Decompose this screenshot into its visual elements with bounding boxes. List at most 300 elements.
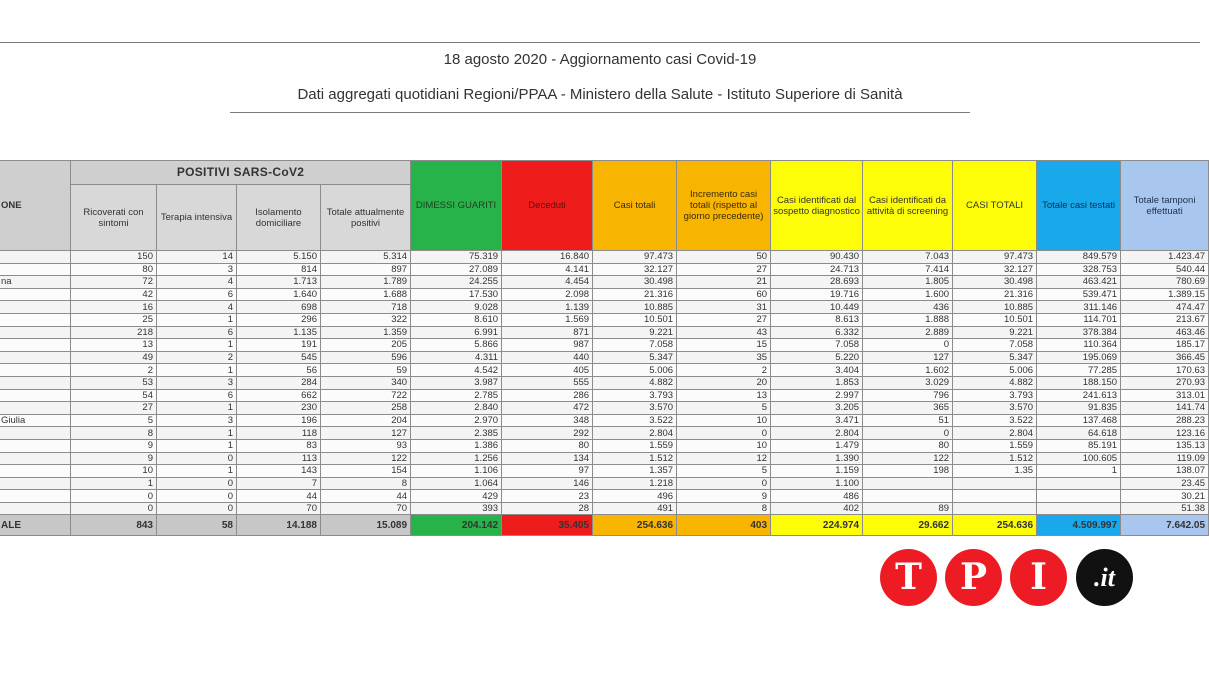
table-cell: 49 bbox=[71, 351, 157, 364]
table-cell: 1.853 bbox=[771, 376, 863, 389]
table-cell: 127 bbox=[863, 351, 953, 364]
table-cell: 296 bbox=[237, 313, 321, 326]
table-cell: 9.028 bbox=[411, 301, 502, 314]
table-cell: 1.423.47 bbox=[1121, 251, 1209, 264]
table-cell: 27.089 bbox=[411, 263, 502, 276]
table-cell: 141.74 bbox=[1121, 402, 1209, 415]
table-cell: 5.220 bbox=[771, 351, 863, 364]
table-cell: 1.357 bbox=[593, 465, 677, 478]
table-cell: 1.805 bbox=[863, 276, 953, 289]
table-cell: 119.09 bbox=[1121, 452, 1209, 465]
table-cell: 5.150 bbox=[237, 251, 321, 264]
total-cell: 204.142 bbox=[411, 515, 502, 536]
table-cell: 10 bbox=[71, 465, 157, 478]
region-cell bbox=[0, 251, 71, 264]
table-cell: 0 bbox=[677, 427, 771, 440]
table-cell: 83 bbox=[237, 439, 321, 452]
table-cell: 42 bbox=[71, 288, 157, 301]
table-cell: 3.205 bbox=[771, 402, 863, 415]
table-cell: 2.098 bbox=[502, 288, 593, 301]
table-cell: 0 bbox=[157, 477, 237, 490]
table-cell: 5 bbox=[71, 414, 157, 427]
table-cell: 4 bbox=[157, 276, 237, 289]
table-cell: 6 bbox=[157, 326, 237, 339]
table-cell: 596 bbox=[321, 351, 411, 364]
table-cell: 9 bbox=[71, 452, 157, 465]
table-cell: 2.840 bbox=[411, 402, 502, 415]
region-cell: na bbox=[0, 276, 71, 289]
table-cell: 2.997 bbox=[771, 389, 863, 402]
table-cell: 4 bbox=[157, 301, 237, 314]
terapia-intensiva-header: Terapia intensiva bbox=[157, 185, 237, 251]
table-cell: 122 bbox=[321, 452, 411, 465]
table-row bbox=[0, 301, 1209, 314]
table-cell: 14 bbox=[157, 251, 237, 264]
table-cell: 97.473 bbox=[953, 251, 1037, 264]
casi-testati-header: Totale casi testati bbox=[1037, 161, 1121, 251]
table-row bbox=[0, 376, 1209, 389]
table-cell: 6 bbox=[157, 389, 237, 402]
total-cell: 29.662 bbox=[863, 515, 953, 536]
table-cell: 393 bbox=[411, 502, 502, 515]
logo-letter-i: I bbox=[1010, 549, 1067, 606]
table-cell: 17.530 bbox=[411, 288, 502, 301]
table-cell: 7 bbox=[237, 477, 321, 490]
logo-letter-t: T bbox=[880, 549, 937, 606]
table-cell: 1.602 bbox=[863, 364, 953, 377]
table-cell: 1 bbox=[1037, 465, 1121, 478]
table-cell: 188.150 bbox=[1037, 376, 1121, 389]
table-cell: 9 bbox=[71, 439, 157, 452]
table-cell: 1.064 bbox=[411, 477, 502, 490]
table-cell: 5.314 bbox=[321, 251, 411, 264]
casi-totali-header: Casi totali bbox=[593, 161, 677, 251]
table-cell: 16.840 bbox=[502, 251, 593, 264]
table-cell: 0 bbox=[157, 452, 237, 465]
table-cell: 70 bbox=[321, 502, 411, 515]
table-row bbox=[0, 452, 1209, 465]
table-cell: 135.13 bbox=[1121, 439, 1209, 452]
table-cell: 113 bbox=[237, 452, 321, 465]
table-cell: 1.386 bbox=[411, 439, 502, 452]
table-row bbox=[0, 477, 1209, 490]
table-cell: 4.141 bbox=[502, 263, 593, 276]
tamponi-header: Totale tamponi effettuati bbox=[1121, 161, 1209, 251]
table-cell: 5.347 bbox=[953, 351, 1037, 364]
table-cell: 2.970 bbox=[411, 414, 502, 427]
table-cell: 23.45 bbox=[1121, 477, 1209, 490]
total-cell: 843 bbox=[71, 515, 157, 536]
table-cell: 27 bbox=[71, 402, 157, 415]
table-cell: 2.804 bbox=[593, 427, 677, 440]
table-cell: 328.753 bbox=[1037, 263, 1121, 276]
table-cell: 64.618 bbox=[1037, 427, 1121, 440]
title-underline bbox=[230, 112, 970, 113]
table-row bbox=[0, 502, 1209, 515]
table-cell: 1.512 bbox=[593, 452, 677, 465]
table-row bbox=[0, 439, 1209, 452]
table-cell: 43 bbox=[677, 326, 771, 339]
table-cell bbox=[863, 477, 953, 490]
region-cell bbox=[0, 288, 71, 301]
table-cell: 170.63 bbox=[1121, 364, 1209, 377]
table-cell: 51 bbox=[863, 414, 953, 427]
table-row bbox=[0, 414, 1209, 427]
table-cell: 241.613 bbox=[1037, 389, 1121, 402]
table-cell: 185.17 bbox=[1121, 339, 1209, 352]
region-cell bbox=[0, 452, 71, 465]
table-cell: 2 bbox=[157, 351, 237, 364]
table-cell: 7.058 bbox=[593, 339, 677, 352]
table-cell: 12 bbox=[677, 452, 771, 465]
table-cell: 77.285 bbox=[1037, 364, 1121, 377]
table-cell: 3 bbox=[157, 263, 237, 276]
total-cell: 35.405 bbox=[502, 515, 593, 536]
table-cell bbox=[1037, 490, 1121, 503]
table-row bbox=[0, 276, 1209, 289]
table-cell: 1.640 bbox=[237, 288, 321, 301]
page-title: 18 agosto 2020 - Aggiornamento casi Covid-19 bbox=[443, 51, 757, 68]
table-cell: 5 bbox=[677, 402, 771, 415]
table-cell: 90.430 bbox=[771, 251, 863, 264]
total-cell: 403 bbox=[677, 515, 771, 536]
table-cell: 463.421 bbox=[1037, 276, 1121, 289]
table-cell: 3.029 bbox=[863, 376, 953, 389]
table-cell: 2.785 bbox=[411, 389, 502, 402]
region-cell bbox=[0, 364, 71, 377]
totale-positivi-header: Totale attualmente positivi bbox=[321, 185, 411, 251]
region-cell bbox=[0, 313, 71, 326]
table-cell: 1.713 bbox=[237, 276, 321, 289]
table-cell: 56 bbox=[237, 364, 321, 377]
table-cell: 0 bbox=[71, 502, 157, 515]
table-cell: 540.44 bbox=[1121, 263, 1209, 276]
region-cell bbox=[0, 465, 71, 478]
region-header: ONE bbox=[0, 161, 71, 251]
table-cell: 4.454 bbox=[502, 276, 593, 289]
table-row bbox=[0, 389, 1209, 402]
table-cell: 54 bbox=[71, 389, 157, 402]
table-cell: 1.688 bbox=[321, 288, 411, 301]
table-cell: 10.501 bbox=[953, 313, 1037, 326]
table-cell: 1.888 bbox=[863, 313, 953, 326]
table-cell: 114.701 bbox=[1037, 313, 1121, 326]
table-cell: 9.221 bbox=[953, 326, 1037, 339]
table-cell: 1.389.15 bbox=[1121, 288, 1209, 301]
table-cell: 5.866 bbox=[411, 339, 502, 352]
table-cell: 1 bbox=[157, 313, 237, 326]
table-cell: 4.311 bbox=[411, 351, 502, 364]
table-cell: 8.613 bbox=[771, 313, 863, 326]
table-cell: 270.93 bbox=[1121, 376, 1209, 389]
table-cell: 3.793 bbox=[593, 389, 677, 402]
table-cell: 213.67 bbox=[1121, 313, 1209, 326]
table-cell: 24.713 bbox=[771, 263, 863, 276]
table-cell: 1.139 bbox=[502, 301, 593, 314]
table-cell: 348 bbox=[502, 414, 593, 427]
table-cell: 123.16 bbox=[1121, 427, 1209, 440]
table-cell: 3 bbox=[157, 376, 237, 389]
table-cell: 20 bbox=[677, 376, 771, 389]
table-cell: 97 bbox=[502, 465, 593, 478]
table-cell: 3.522 bbox=[593, 414, 677, 427]
table-row bbox=[0, 313, 1209, 326]
table-cell: 4.882 bbox=[593, 376, 677, 389]
table-cell: 6.332 bbox=[771, 326, 863, 339]
table-cell: 3.570 bbox=[593, 402, 677, 415]
table-cell: 1.390 bbox=[771, 452, 863, 465]
table-cell: 718 bbox=[321, 301, 411, 314]
table-cell: 3.522 bbox=[953, 414, 1037, 427]
table-cell: 1.159 bbox=[771, 465, 863, 478]
table-cell: 32.127 bbox=[953, 263, 1037, 276]
table-cell: 10.501 bbox=[593, 313, 677, 326]
table-cell: 118 bbox=[237, 427, 321, 440]
table-row bbox=[0, 288, 1209, 301]
table-cell: 19.716 bbox=[771, 288, 863, 301]
table-cell: 322 bbox=[321, 313, 411, 326]
table-cell: 28 bbox=[502, 502, 593, 515]
region-cell bbox=[0, 502, 71, 515]
table-cell: 662 bbox=[237, 389, 321, 402]
table-cell: 7.058 bbox=[771, 339, 863, 352]
table-cell: 849.579 bbox=[1037, 251, 1121, 264]
page-subtitle: Dati aggregati quotidiani Regioni/PPAA - Ministero della Salute - Istituto Superiore di Sanità bbox=[297, 86, 903, 103]
table-cell: 340 bbox=[321, 376, 411, 389]
table-cell: 284 bbox=[237, 376, 321, 389]
table-cell: 191 bbox=[237, 339, 321, 352]
table-row bbox=[0, 263, 1209, 276]
incremento-header: Incremento casi totali (rispetto al giorno precedente) bbox=[677, 161, 771, 251]
table-cell: 1.569 bbox=[502, 313, 593, 326]
table-cell: 2 bbox=[677, 364, 771, 377]
table-row bbox=[0, 402, 1209, 415]
table-cell: 871 bbox=[502, 326, 593, 339]
total-cell: 14.188 bbox=[237, 515, 321, 536]
tpi-logo bbox=[880, 549, 1140, 609]
table-cell: 1.256 bbox=[411, 452, 502, 465]
table-cell: 80 bbox=[71, 263, 157, 276]
table-cell: 198 bbox=[863, 465, 953, 478]
table-cell: 4.882 bbox=[953, 376, 1037, 389]
region-cell bbox=[0, 351, 71, 364]
table-cell: 5.006 bbox=[593, 364, 677, 377]
table-cell: 196 bbox=[237, 414, 321, 427]
table-row bbox=[0, 326, 1209, 339]
table-cell: 21 bbox=[677, 276, 771, 289]
table-cell: 987 bbox=[502, 339, 593, 352]
sospetto-diagnostico-header: Casi identificati dal sospetto diagnostico bbox=[771, 161, 863, 251]
table-cell: 496 bbox=[593, 490, 677, 503]
table-cell: 10 bbox=[677, 414, 771, 427]
total-row bbox=[0, 515, 1209, 536]
table-cell: 288.23 bbox=[1121, 414, 1209, 427]
table-cell: 258 bbox=[321, 402, 411, 415]
total-label: ALE bbox=[0, 515, 71, 536]
table-cell: 814 bbox=[237, 263, 321, 276]
table-cell: 0 bbox=[863, 427, 953, 440]
table-cell: 545 bbox=[237, 351, 321, 364]
table-cell: 472 bbox=[502, 402, 593, 415]
table-cell: 70 bbox=[237, 502, 321, 515]
table-cell: 311.146 bbox=[1037, 301, 1121, 314]
positivi-group-header: POSITIVI SARS-CoV2 bbox=[71, 161, 411, 185]
table-cell: 9 bbox=[677, 490, 771, 503]
table-cell: 154 bbox=[321, 465, 411, 478]
table-cell: 23 bbox=[502, 490, 593, 503]
isolamento-header: Isolamento domiciliare bbox=[237, 185, 321, 251]
table-cell: 122 bbox=[863, 452, 953, 465]
table-cell: 1.559 bbox=[593, 439, 677, 452]
table-cell: 1 bbox=[157, 465, 237, 478]
table-cell: 205 bbox=[321, 339, 411, 352]
table-cell: 3.987 bbox=[411, 376, 502, 389]
table-cell: 1.218 bbox=[593, 477, 677, 490]
table-cell: 91.835 bbox=[1037, 402, 1121, 415]
table-cell: 1.100 bbox=[771, 477, 863, 490]
total-cell: 224.974 bbox=[771, 515, 863, 536]
table-row bbox=[0, 364, 1209, 377]
table-cell: 59 bbox=[321, 364, 411, 377]
casi-totali-2-header: CASI TOTALI bbox=[953, 161, 1037, 251]
table-cell: 10.885 bbox=[953, 301, 1037, 314]
table-cell: 4.542 bbox=[411, 364, 502, 377]
table-row bbox=[0, 465, 1209, 478]
table-cell: 1 bbox=[157, 427, 237, 440]
table-cell: 292 bbox=[502, 427, 593, 440]
table-row bbox=[0, 339, 1209, 352]
table-cell: 75.319 bbox=[411, 251, 502, 264]
table-row bbox=[0, 351, 1209, 364]
table-cell: 100.605 bbox=[1037, 452, 1121, 465]
table-cell: 30.21 bbox=[1121, 490, 1209, 503]
table-cell: 3.404 bbox=[771, 364, 863, 377]
table-cell: 97.473 bbox=[593, 251, 677, 264]
table-cell: 7.414 bbox=[863, 263, 953, 276]
table-cell: 2.889 bbox=[863, 326, 953, 339]
table-cell bbox=[953, 477, 1037, 490]
region-cell bbox=[0, 439, 71, 452]
table-cell: 60 bbox=[677, 288, 771, 301]
table-cell: 21.316 bbox=[593, 288, 677, 301]
table-cell: 0 bbox=[71, 490, 157, 503]
table-cell: 31 bbox=[677, 301, 771, 314]
table-cell: 6.991 bbox=[411, 326, 502, 339]
table-cell: 722 bbox=[321, 389, 411, 402]
table-cell: 25 bbox=[71, 313, 157, 326]
table-cell: 80 bbox=[502, 439, 593, 452]
total-cell: 254.636 bbox=[953, 515, 1037, 536]
table-cell: 134 bbox=[502, 452, 593, 465]
table-cell: 15 bbox=[677, 339, 771, 352]
table-cell: 0 bbox=[863, 339, 953, 352]
table-cell: 89 bbox=[863, 502, 953, 515]
table-cell: 1.359 bbox=[321, 326, 411, 339]
table-cell bbox=[1037, 477, 1121, 490]
table-cell: 429 bbox=[411, 490, 502, 503]
table-cell: 150 bbox=[71, 251, 157, 264]
table-cell: 1.479 bbox=[771, 439, 863, 452]
logo-letter-p: P bbox=[945, 549, 1002, 606]
table-cell: 463.46 bbox=[1121, 326, 1209, 339]
total-cell: 7.642.05 bbox=[1121, 515, 1209, 536]
table-cell: 8 bbox=[677, 502, 771, 515]
table-cell: 218 bbox=[71, 326, 157, 339]
region-cell: Giulia bbox=[0, 414, 71, 427]
region-cell bbox=[0, 339, 71, 352]
region-cell bbox=[0, 402, 71, 415]
table-cell: 143 bbox=[237, 465, 321, 478]
table-cell: 1.35 bbox=[953, 465, 1037, 478]
table-cell: 1.789 bbox=[321, 276, 411, 289]
region-cell bbox=[0, 376, 71, 389]
dimessi-header: DIMESSI GUARITI bbox=[411, 161, 502, 251]
table-cell: 2.385 bbox=[411, 427, 502, 440]
table-cell: 51.38 bbox=[1121, 502, 1209, 515]
table-cell: 50 bbox=[677, 251, 771, 264]
table-cell: 0 bbox=[157, 502, 237, 515]
table-cell: 93 bbox=[321, 439, 411, 452]
table-cell: 8 bbox=[71, 427, 157, 440]
region-cell bbox=[0, 263, 71, 276]
table-cell: 0 bbox=[677, 477, 771, 490]
table-cell: 16 bbox=[71, 301, 157, 314]
table-row bbox=[0, 490, 1209, 503]
total-cell: 4.509.997 bbox=[1037, 515, 1121, 536]
table-cell bbox=[1037, 502, 1121, 515]
table-cell: 3.471 bbox=[771, 414, 863, 427]
table-cell: 5 bbox=[677, 465, 771, 478]
table-cell: 1.600 bbox=[863, 288, 953, 301]
table-cell: 8.610 bbox=[411, 313, 502, 326]
table-cell: 405 bbox=[502, 364, 593, 377]
table-cell: 436 bbox=[863, 301, 953, 314]
table-cell: 698 bbox=[237, 301, 321, 314]
table-cell: 2.804 bbox=[771, 427, 863, 440]
table-cell: 1.559 bbox=[953, 439, 1037, 452]
table-cell: 2 bbox=[71, 364, 157, 377]
table-cell: 137.468 bbox=[1037, 414, 1121, 427]
table-cell: 146 bbox=[502, 477, 593, 490]
table-cell: 2.804 bbox=[953, 427, 1037, 440]
table-cell: 897 bbox=[321, 263, 411, 276]
table-cell: 32.127 bbox=[593, 263, 677, 276]
top-rule bbox=[0, 42, 1200, 43]
table-cell: 138.07 bbox=[1121, 465, 1209, 478]
screening-header: Casi identificati da attività di screening bbox=[863, 161, 953, 251]
table-cell: 127 bbox=[321, 427, 411, 440]
table-cell: 10.449 bbox=[771, 301, 863, 314]
table-cell: 286 bbox=[502, 389, 593, 402]
table-cell: 30.498 bbox=[593, 276, 677, 289]
covid-data-table-wrapper bbox=[0, 160, 1208, 536]
table-cell: 491 bbox=[593, 502, 677, 515]
table-cell: 796 bbox=[863, 389, 953, 402]
table-cell: 3 bbox=[157, 414, 237, 427]
region-cell bbox=[0, 490, 71, 503]
table-cell: 313.01 bbox=[1121, 389, 1209, 402]
table-cell: 44 bbox=[321, 490, 411, 503]
table-cell: 72 bbox=[71, 276, 157, 289]
table-cell: 5.006 bbox=[953, 364, 1037, 377]
total-cell: 254.636 bbox=[593, 515, 677, 536]
table-cell: 1.512 bbox=[953, 452, 1037, 465]
table-cell: 6 bbox=[157, 288, 237, 301]
table-cell: 780.69 bbox=[1121, 276, 1209, 289]
region-cell bbox=[0, 427, 71, 440]
covid-data-table bbox=[0, 160, 1209, 536]
table-cell: 555 bbox=[502, 376, 593, 389]
